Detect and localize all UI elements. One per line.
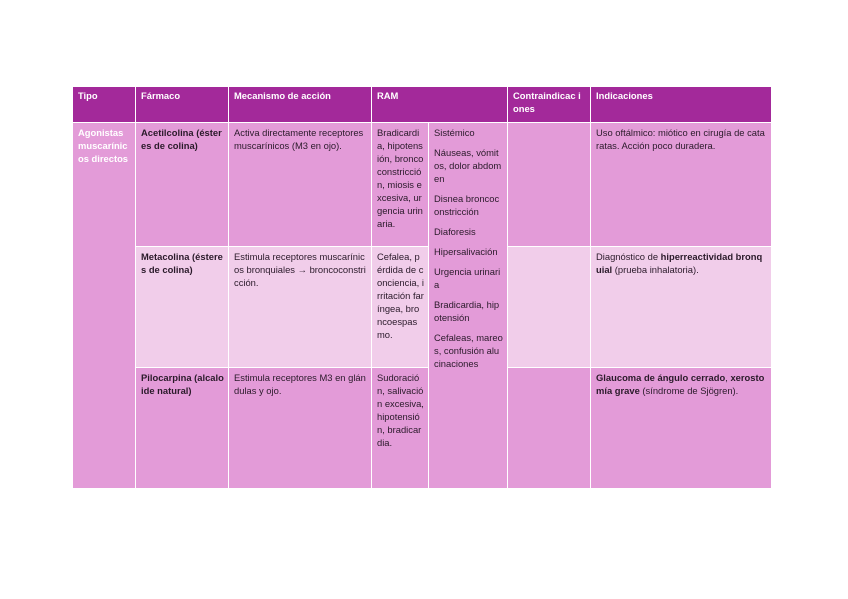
table-header-row (73, 87, 772, 123)
indicaciones-bold: xerostomía grave (596, 372, 765, 396)
farmaco-cell (136, 123, 229, 247)
indicaciones-cell (591, 368, 772, 489)
ram-group: Diaforesis (434, 226, 476, 237)
ram-specific-cell: Bradicardia, hipotensión, broncoconstricción, miosis excesiva, urgencia urinaria. (372, 123, 429, 247)
table-row (73, 123, 772, 247)
contraindicaciones-cell (508, 247, 591, 368)
header-contraindicaciones: Contraindicac iones (508, 87, 591, 123)
ram-group: Disnea broncoconstricción (434, 193, 500, 217)
indicaciones-text: (prueba inhalatoria). (612, 264, 699, 275)
ram-group: Bradicardia, hipotensión (434, 299, 500, 323)
ram-group: Urgencia urinaria (434, 266, 501, 290)
indicaciones-bold: hiperreactividad bronquial (596, 251, 763, 275)
ram-group: Hipersalivación (434, 246, 498, 257)
header-ram: RAM (372, 87, 508, 123)
tipo-cell: Agonistas muscarínicos directos (73, 123, 136, 489)
table-row (73, 368, 772, 489)
indicaciones-cell (591, 247, 772, 368)
mecanismo-cell: Activa directamente receptores muscarínicos (M3 en ojo). (229, 123, 372, 247)
ram-group: Cefaleas, mareos, confusión alucinaciones (434, 332, 503, 369)
contraindicaciones-cell (508, 368, 591, 489)
farmaco-cell (136, 247, 229, 368)
table-row (73, 247, 772, 368)
indicaciones-text: (síndrome de Sjögren). (639, 385, 739, 396)
indicaciones-text: , (725, 372, 731, 383)
ram-group: Náuseas, vómitos, dolor abdomen (434, 147, 502, 184)
mecanismo-cell: Estimula receptores muscarínicos bronquiales → broncoconstricción. (229, 247, 372, 368)
header-indicaciones: Indicaciones (591, 87, 772, 123)
farmaco-name: Pilocarpina (alcaloide natural) (141, 372, 224, 396)
ram-specific-cell: Sudoración, salivación excesiva, hipotensión, bradicardia. (372, 368, 429, 489)
indicaciones-bold: Glaucoma de ángulo cerrado (596, 372, 726, 383)
indicaciones-cell: Uso oftálmico: miótico en cirugía de cataratas. Acción poco duradera. (591, 123, 772, 247)
ram-specific-cell: Cefalea, pérdida de conciencia, irritación faríngea, broncoespasmo. (372, 247, 429, 368)
farmaco-name: Acetilcolina (ésteres de colina) (141, 127, 222, 151)
ram-general-cell (429, 123, 508, 489)
indicaciones-text: Diagnóstico de (596, 251, 661, 262)
farmaco-cell (136, 368, 229, 489)
header-farmaco: Fármaco (136, 87, 229, 123)
ram-group: Sistémico (434, 127, 475, 138)
header-tipo: Tipo (73, 87, 136, 123)
farmaco-name: Metacolina (ésteres de colina) (141, 251, 223, 275)
mecanismo-cell: Estimula receptores M3 en glándulas y ojo. (229, 368, 372, 489)
header-mecanismo: Mecanismo de acción (229, 87, 372, 123)
contraindicaciones-cell (508, 123, 591, 247)
drug-table (72, 86, 772, 489)
